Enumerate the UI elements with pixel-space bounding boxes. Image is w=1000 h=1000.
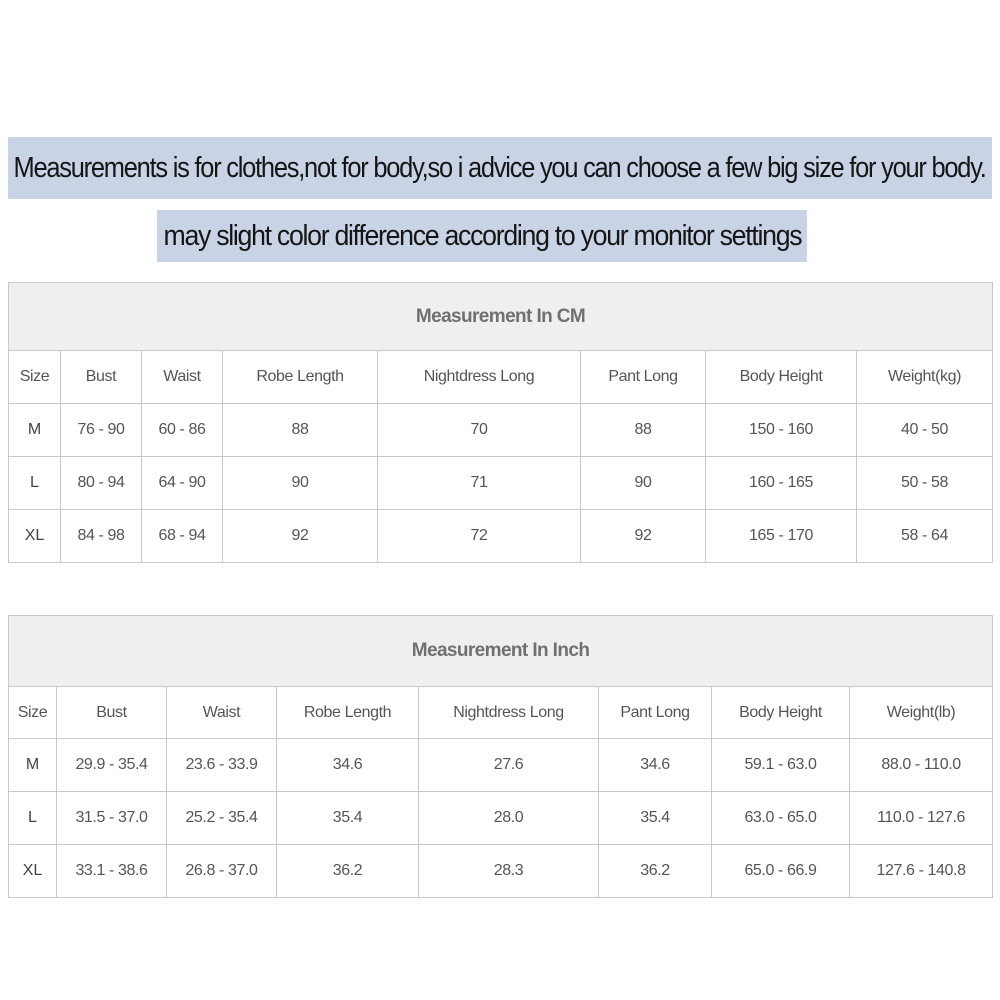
table-cell: 70 xyxy=(378,404,581,457)
size-cell: M xyxy=(9,739,57,792)
table-cell: 110.0 - 127.6 xyxy=(850,792,993,845)
table-cell: 34.6 xyxy=(277,739,419,792)
table-cell: 28.3 xyxy=(419,845,599,898)
table-cell: 36.2 xyxy=(277,845,419,898)
column-header: Nightdress Long xyxy=(378,351,581,404)
size-cell: L xyxy=(9,457,61,510)
column-header: Bust xyxy=(61,351,142,404)
column-header: Weight(lb) xyxy=(850,687,993,739)
table-cell: 59.1 - 63.0 xyxy=(712,739,850,792)
table-cell: 90 xyxy=(581,457,706,510)
table-cell: 60 - 86 xyxy=(142,404,223,457)
table-cell: 90 xyxy=(223,457,378,510)
column-header: Weight(kg) xyxy=(857,351,993,404)
table-cell: 88 xyxy=(223,404,378,457)
column-header: Body Height xyxy=(712,687,850,739)
notice-color-difference xyxy=(157,210,807,262)
table-cell: 84 - 98 xyxy=(61,510,142,563)
notice-measurement-advice-text: Measurements is for clothes,not for body,so i advice you can choose a few big size for your body. xyxy=(13,151,987,184)
table-header-row xyxy=(9,687,993,739)
table-row xyxy=(9,739,993,792)
table-cell: 88.0 - 110.0 xyxy=(850,739,993,792)
column-header: Nightdress Long xyxy=(419,687,599,739)
column-header: Pant Long xyxy=(581,351,706,404)
table-row xyxy=(9,404,993,457)
table-cell: 26.8 - 37.0 xyxy=(167,845,277,898)
size-cell: M xyxy=(9,404,61,457)
table-title: Measurement In Inch xyxy=(9,616,993,687)
table-caption-row xyxy=(9,283,993,351)
table-header-row xyxy=(9,351,993,404)
column-header: Size xyxy=(9,687,57,739)
column-header: Waist xyxy=(167,687,277,739)
table-cell: 160 - 165 xyxy=(706,457,857,510)
column-header: Robe Length xyxy=(223,351,378,404)
notice-color-difference-text: may slight color difference according to your monitor settings xyxy=(163,219,801,252)
table-cell: 92 xyxy=(581,510,706,563)
table-cell: 34.6 xyxy=(599,739,712,792)
column-header: Body Height xyxy=(706,351,857,404)
table-row xyxy=(9,457,993,510)
table-cell: 25.2 - 35.4 xyxy=(167,792,277,845)
table-cell: 35.4 xyxy=(599,792,712,845)
table-cell: 150 - 160 xyxy=(706,404,857,457)
table-cell: 58 - 64 xyxy=(857,510,993,563)
table-cell: 27.6 xyxy=(419,739,599,792)
table-cell: 71 xyxy=(378,457,581,510)
size-table-cm xyxy=(8,282,993,563)
size-cell: L xyxy=(9,792,57,845)
table-cell: 29.9 - 35.4 xyxy=(57,739,167,792)
table-caption-row xyxy=(9,616,993,687)
table-cell: 80 - 94 xyxy=(61,457,142,510)
notice-measurement-advice xyxy=(8,137,992,199)
table-cell: 76 - 90 xyxy=(61,404,142,457)
column-header: Waist xyxy=(142,351,223,404)
column-header: Size xyxy=(9,351,61,404)
table-cell: 88 xyxy=(581,404,706,457)
table-cell: 50 - 58 xyxy=(857,457,993,510)
column-header: Pant Long xyxy=(599,687,712,739)
table-cell: 35.4 xyxy=(277,792,419,845)
size-cell: XL xyxy=(9,845,57,898)
table-cell: 65.0 - 66.9 xyxy=(712,845,850,898)
size-cell: XL xyxy=(9,510,61,563)
table-cell: 64 - 90 xyxy=(142,457,223,510)
table-cell: 40 - 50 xyxy=(857,404,993,457)
table-cell: 92 xyxy=(223,510,378,563)
table-cell: 63.0 - 65.0 xyxy=(712,792,850,845)
table-cell: 23.6 - 33.9 xyxy=(167,739,277,792)
table-cell: 68 - 94 xyxy=(142,510,223,563)
table-cell: 31.5 - 37.0 xyxy=(57,792,167,845)
column-header: Bust xyxy=(57,687,167,739)
table-cell: 127.6 - 140.8 xyxy=(850,845,993,898)
table-row xyxy=(9,510,993,563)
table-cell: 28.0 xyxy=(419,792,599,845)
size-table-inch xyxy=(8,615,993,898)
table-cell: 165 - 170 xyxy=(706,510,857,563)
table-row xyxy=(9,792,993,845)
table-row xyxy=(9,845,993,898)
column-header: Robe Length xyxy=(277,687,419,739)
table-title: Measurement In CM xyxy=(9,283,993,351)
table-cell: 72 xyxy=(378,510,581,563)
table-cell: 36.2 xyxy=(599,845,712,898)
table-cell: 33.1 - 38.6 xyxy=(57,845,167,898)
